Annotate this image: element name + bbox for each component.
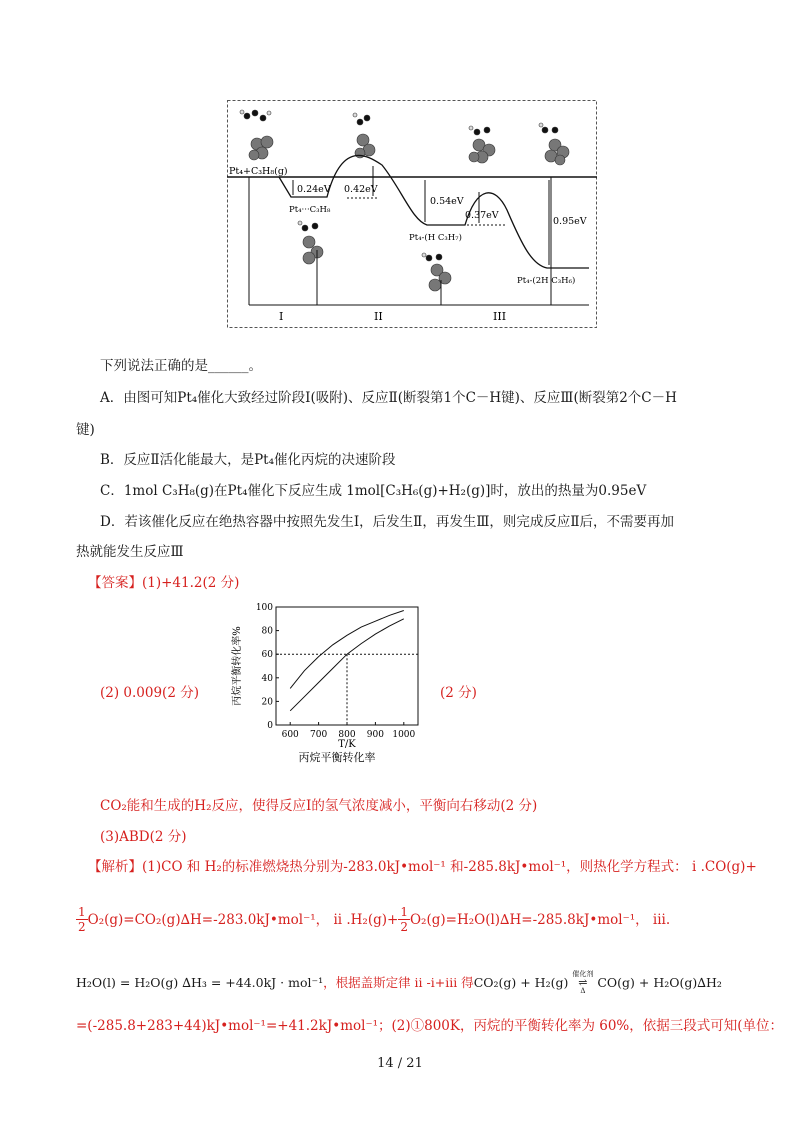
label-int2: Pt₄-(2H C₃H₆) bbox=[517, 276, 576, 286]
diagram-frame bbox=[228, 101, 597, 328]
analysis-text-3: ，根据盖斯定律 ii -i+iii 得 bbox=[323, 974, 474, 990]
label-int1: Pt₄-(H C₃H₇) bbox=[409, 233, 462, 243]
answer-1: (1)+41.2(2 分) bbox=[142, 575, 240, 591]
analysis-line-2 bbox=[76, 905, 670, 934]
analysis-text-1: (1)CO 和 H₂的标准燃烧热分别为-283.0kJ•mol⁻¹ 和-285.8kJ•mol⁻¹，则热化学方程式： i .CO(g)+ bbox=[142, 859, 757, 875]
analysis-line-1 bbox=[88, 857, 757, 877]
series-line-2 bbox=[290, 619, 404, 711]
option-d-cont: 热就能发生反应Ⅲ bbox=[76, 544, 184, 560]
label-e4: 0.37eV bbox=[465, 210, 499, 221]
analysis-tag: 【解析】 bbox=[88, 859, 142, 875]
answer-line-1 bbox=[88, 573, 239, 593]
answer-2-explanation: CO₂能和生成的H₂反应，使得反应Ⅰ的氢气浓度减小，平衡向右移动(2 分) bbox=[100, 798, 538, 814]
label-e3: 0.54eV bbox=[430, 196, 464, 207]
y-tick-label: 80 bbox=[261, 626, 273, 637]
option-b: B．反应Ⅱ活化能最大，是Pt₄催化丙烷的决速阶段 bbox=[100, 452, 396, 468]
x-tick-label: 900 bbox=[366, 730, 384, 740]
equation-lhs: CO₂(g) + H₂(g) bbox=[473, 974, 569, 990]
y-tick-label: 60 bbox=[261, 650, 273, 661]
x-tick-label: 800 bbox=[338, 730, 356, 740]
conversion-chart bbox=[228, 603, 428, 768]
analysis-text-2b: O₂(g)=H₂O(l)∆H=-285.8kJ•mol⁻¹， iii. bbox=[409, 911, 671, 928]
label-e5: 0.95eV bbox=[553, 216, 587, 227]
catalyst-arrow: 催化剂 ⇌ Δ bbox=[572, 970, 594, 995]
answer-2-score: (2 分) bbox=[440, 685, 477, 701]
answer-2: (2) 0.009(2 分) bbox=[100, 685, 199, 701]
option-c: C．1mol C₃H₈(g)在Pt₄催化下反应生成 1mol[C₃H₆(g)+H₂(g)]时，放出的热量为0.95eV bbox=[100, 483, 647, 499]
y-tick-label: 40 bbox=[261, 673, 273, 684]
answer-3: (3)ABD(2 分) bbox=[100, 829, 187, 845]
answer-tag: 【答案】 bbox=[88, 575, 142, 591]
stage-label-1: I bbox=[279, 310, 284, 323]
chart-title: 丙烷平衡转化率 bbox=[298, 751, 376, 764]
label-start: Pt₄+C₃H₈(g) bbox=[229, 166, 288, 177]
label-e2: 0.42eV bbox=[344, 184, 378, 195]
fraction-half: $\frac{1}{2}$ bbox=[78, 905, 86, 934]
y-axis-label: 丙烷平衡转化率% bbox=[232, 626, 243, 706]
energy-profile-diagram bbox=[227, 100, 597, 328]
question-stem: 下列说法正确的是______。 bbox=[100, 358, 262, 374]
series-line-1 bbox=[290, 611, 404, 689]
fraction-half-2: $\frac{1}{2}$ bbox=[400, 905, 408, 934]
option-a-cont: 键) bbox=[76, 422, 95, 438]
analysis-text-2a: O₂(g)=CO₂(g)∆H=-283.0kJ•mol⁻¹， ii .H₂(g)+ bbox=[87, 911, 399, 928]
option-a: A．由图可知Pt₄催化大致经过阶段Ⅰ(吸附)、反应Ⅱ(断裂第1个C－H键)、反应Ⅲ(断裂第2个C－H bbox=[100, 390, 677, 406]
stage-label-3: III bbox=[493, 310, 507, 323]
stage-label-2: II bbox=[374, 310, 383, 323]
y-tick-label: 20 bbox=[261, 697, 273, 708]
option-d: D．若该催化反应在绝热容器中按照先发生Ⅰ，后发生Ⅱ，再发生Ⅲ，则完成反应Ⅱ后，不需要再加 bbox=[100, 514, 675, 530]
label-adsorbed: Pt₄···C₃H₈ bbox=[289, 205, 331, 215]
label-e1: 0.24eV bbox=[297, 184, 331, 195]
page-number: 14 / 21 bbox=[377, 1056, 423, 1071]
x-tick-label: 1000 bbox=[392, 730, 416, 740]
y-tick-label: 100 bbox=[255, 603, 273, 613]
analysis-line-4: =(-285.8+283+44)kJ•mol⁻¹=+41.2kJ•mol⁻¹；(2)①800K，丙烷的平衡转化率为 60%，依据三段式可知(单位： bbox=[76, 1018, 784, 1034]
equation-h2o: H₂O(l) = H₂O(g) ∆H₃ = +44.0kJ · mol⁻¹ bbox=[76, 974, 324, 990]
x-tick-label: 700 bbox=[310, 730, 328, 740]
y-tick-label: 0 bbox=[267, 721, 273, 731]
x-tick-label: 600 bbox=[281, 730, 299, 740]
x-axis-label: T/K bbox=[338, 739, 356, 750]
equation-rhs: CO(g) + H₂O(g)∆H₂ bbox=[597, 974, 722, 990]
analysis-line-3 bbox=[76, 970, 722, 995]
